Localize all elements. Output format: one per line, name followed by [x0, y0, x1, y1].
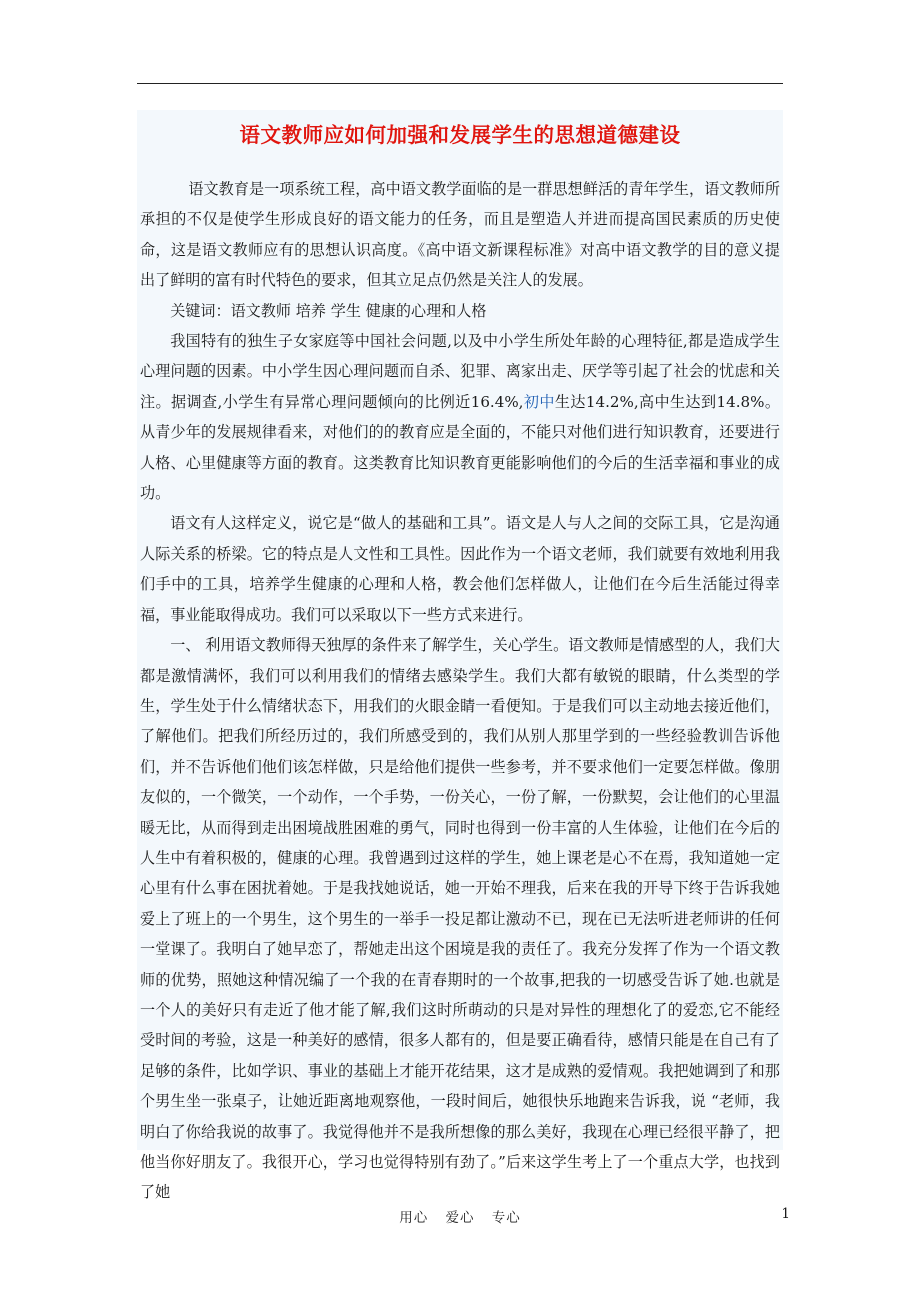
page-number: 1	[781, 1206, 790, 1222]
junior-high-link[interactable]: 初中	[523, 392, 555, 411]
keywords-line: 关键词：语文教师 培养 学生 健康的心理和人格	[170, 301, 487, 320]
paragraph-definition: 语文有人这样定义，说它是“做人的基础和工具”。语文是人与人之间的交际工具，它是沟通人际关系的桥梁。它的特点是人文性和工具性。因此作为一个语文老师，我们就要有效地利用我们手中的工具，培养学生健康的心理和人格，教会他们怎样做人，让他们在今后生活能过得幸福，事业能取得成功。我们可以采取以下一些方式来进行。	[140, 514, 780, 624]
footer-motto: 用心 爱心 专心	[399, 1210, 521, 1226]
paragraph-text: 生达14.2%,高中生达到14.8%。从青少年的发展规律看来，对他们的的教育应是全面的，不能只对他们进行知识教育，还要进行人格、心里健康等方面的教育。这类教育比知识教育更能影响他们的今后的生活幸福和事业的成功。	[140, 392, 780, 503]
intro-paragraph: 语文教育是一项系统工程，高中语文教学面临的是一群思想鲜活的青年学生，语文教师所承担的不仅是使学生形成良好的语文能力的任务，而且是塑造人并进而提高国民素质的历史使命，这是语文教师应有的思想认识高度。《高中语文新课程标准》对高中语文教学的目的意义提出了鲜明的富有时代特色的要求，但其立足点仍然是关注人的发展。	[140, 180, 780, 290]
paragraph-section-one: 一、 利用语文教师得天独厚的条件来了解学生，关心学生。语文教师是情感型的人，我们大都是激情满怀，我们可以利用我们的情绪去感染学生。我们大都有敏锐的眼睛，什么类型的学生，学生处于什么情绪状态下，用我们的火眼金睛一看便知。于是我们可以主动地去接近他们，了解他们。把我们所经历过的，我们所感受到的，我们从别人那里学到的一些经验教训告诉他们，并不告诉他们他们该怎样做，只是给他们提供一些参考，并不要求他们一定要怎样做。像朋友似的，一个微笑，一个动作，一个手势，一份关心，一份了解，一份默契，会让他们的心里温暖无比，从而得到走出困境战胜困难的勇气，同时也得到一份丰富的人生体验，让他们在今后的人生中有着积极的，健康的心理。我曾遇到过这样的学生，她上课老是心不在焉，我知道她一定心里有什么事在困扰着她。于是我找她说话，她一开始不理我，后来在我的开导下终于告诉我她爱上了班上的一个男生，这个男生的一举手一投足都让激动不已，现在已无法听进老师讲的任何一堂课了。我明白了她早恋了，帮她走出这个困境是我的责任了。我充分发挥了作为一个语文教师的优势，照她这种情况编了一个我的在青春期时的一个故事,把我的一切感受告诉了她.也就是一个人的美好只有走近了他才能了解,我们这时所萌动的只是对异性的理想化了的爱恋,它不能经受时间的考验，这是一种美好的感情，很多人都有的，但是要正确看待，感情只能是在自己有了足够的条件，比如学识、事业的基础上才能开花结果，这才是成熟的爱情观。我把她调到了和那个男生坐一张桌子，让她近距离地观察他，一段时间后，她很快乐地跑来告诉我，说 “老师，我明白了你给我说的故事了。我觉得他并不是我所想像的那么美好，我现在心理已经很平静了，把他当你好朋友了。我很开心，学习也觉得特别有劲了。”后来这学生考上了一个重点大学，也找到了她	[140, 636, 780, 1202]
document-body	[140, 118, 780, 1208]
document-title: 语文教师应如何加强和发展学生的思想道德建设	[239, 123, 681, 147]
paragraph-text: 我国特有的独生子女家庭等中国社会问题,以及中小学生所处年龄的心理特征,都是造成学生心理问题的因素。中小学生因心理问题而自杀、犯罪、离家出走、厌学等引起了社会的忧虑和关注。据调查,小学生有异常心理问题倾向的比例近16.4%,	[140, 332, 780, 411]
paragraph-statistics	[140, 326, 780, 508]
header-rule	[137, 83, 783, 84]
